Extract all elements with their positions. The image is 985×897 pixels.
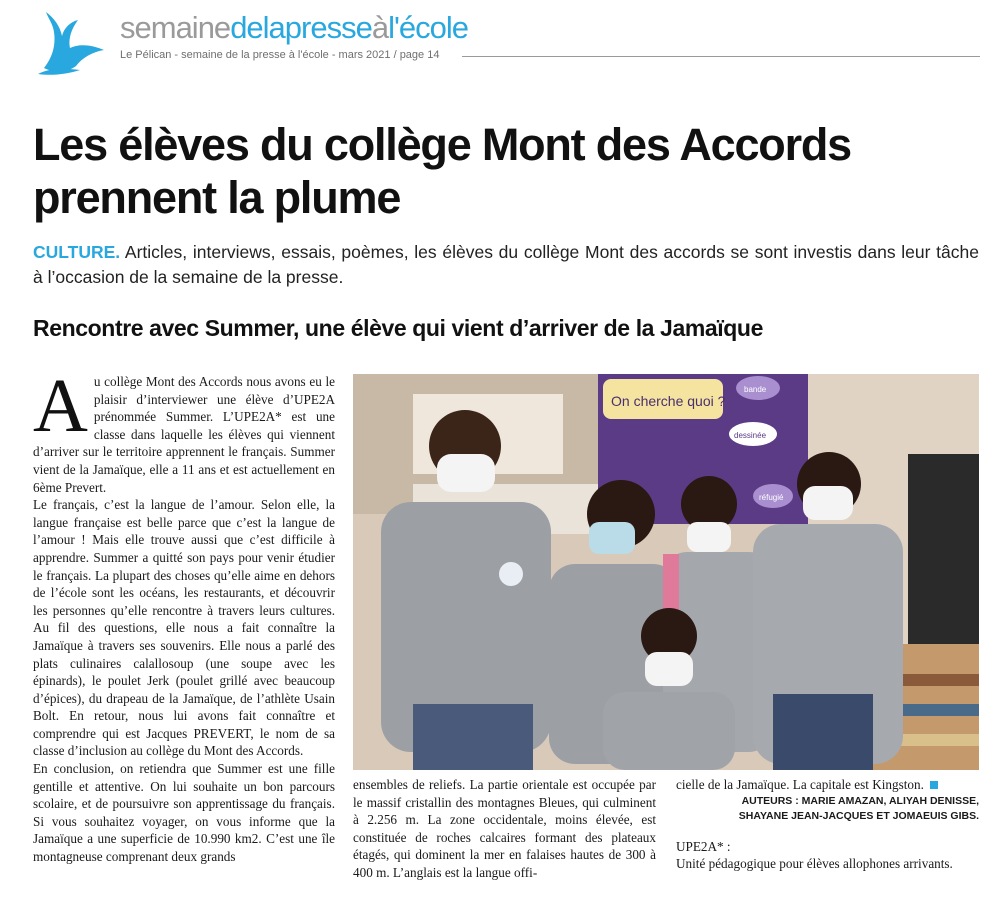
authors-line-1: AUTEURS : MARIE AMAZAN, ALIYAH DENISSE, (741, 794, 979, 807)
end-mark-icon (930, 781, 938, 789)
paragraph-2: Le français, c’est la langue de l’amour. Selon elle, la langue française est belle parce que c’est la langue de l’amour ! Mais elle trouve aussi que c’est difficile à apprendre. Summer a quitté son pays pour venir étudier le français. La plupart des choses qu’elle aime en dehors de l’école sont les océans, les restaurants, et découvrir les personnes qu’elle rencontre à travers leurs cultures. Au fil des questions, elle nous a fait connaître la Jamaïque à travers ses souvenirs. Elle nous a parlé des plats culinaires calallosoup (une soupe avec les épinards), le poulet Jerk (poulet grillé avec beaucoup d’épices), du drapeau de la Jamaïque, de l’athlète Usain Bolt. En retour, nous lui avons fait connaître et comprendre qui est Jacques PREVERT, le nom de sa classe d’inclusion au collège du Mont des Accords. (33, 497, 335, 759)
poster-bubble-2: dessinée (734, 431, 767, 440)
students-photo (353, 374, 979, 770)
drop-cap: A (33, 364, 88, 448)
text-column-1 (33, 364, 335, 866)
article-lead (33, 240, 979, 290)
authors-line-2: SHAYANE JEAN-JACQUES ET JOMAEUIS GIBS. (738, 809, 979, 822)
header-rule (462, 56, 980, 57)
poster-text: On cherche quoi ? (611, 393, 726, 409)
section-tag: CULTURE. (33, 242, 121, 262)
article-title: Les élèves du collège Mont des Accords prennent la plume (33, 119, 852, 223)
footnote-label: UPE2A* : (676, 838, 731, 854)
paragraph-1: Au collège Mont des Accords nous avons eu le plaisir d’interviewer une élève d’UPE2A prénommée Summer. L’UPE2A* est une classe dans laquelle les élèves qui viennent d’arriver sur le territoire apprennent le français. Summer vient de la Jamaïque, elle a 11 ans et est actuellement en 6ème Prevert. (33, 364, 335, 495)
text-column-3 (676, 776, 979, 873)
masthead (30, 6, 980, 76)
footnote-text: Unité pédagogique pour élèves allophones arrivants. (676, 856, 953, 872)
poster-bubble-1: bande (744, 385, 767, 394)
brand-name: semainedelapresseàl'école (120, 10, 469, 45)
closing-sentence: cielle de la Jamaïque. La capitale est Kingston. (676, 776, 979, 794)
photo-illustration (353, 374, 979, 770)
article-subheading: Rencontre avec Summer, une élève qui vient d’arriver de la Jamaïque (33, 315, 763, 341)
poster-bubble-3: réfugié (759, 493, 784, 502)
paragraph-3: En conclusion, on retiendra que Summer est une fille gentille et attentive. On lui souhaite un bon parcours scolaire, et de poursuivre son apprentissage du français. Si vous souhaitez voyager, on vous informe que la Jamaïque a une superficie de 10.990 km2. C’est une île montagneuse comprenant deux grands (33, 761, 335, 865)
issue-info: Le Pélican - semaine de la presse à l'école - mars 2021 / page 14 (120, 49, 440, 61)
text-column-2: ensembles de reliefs. La partie orientale est occupée par le massif cristallin des montagnes Bleues, qui culminent à 2.256 m. La zone occidentale, moins élevée, est constituée de roches calcaires formant des plateaux étagés, qui dominent la mer en falaises hautes de 300 à 400 m. L’anglais est la langue offi- (353, 777, 656, 880)
pelican-bird-icon (34, 8, 108, 76)
lead-text: Articles, interviews, essais, poèmes, les élèves du collège Mont des accords se sont investis dans leur tâche à l’occasion de la semaine de la presse. (33, 242, 979, 287)
